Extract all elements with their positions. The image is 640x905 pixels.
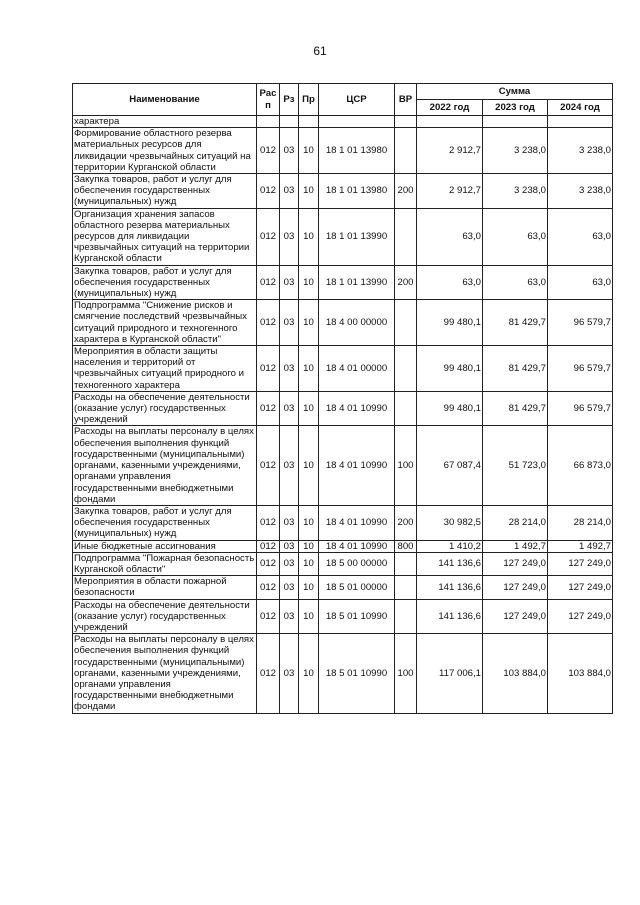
cell-pr: 10 [299, 634, 319, 713]
cell-csr [319, 116, 395, 128]
cell-rasp [257, 116, 280, 128]
cell-y2024: 63,0 [548, 208, 613, 265]
cell-pr: 10 [299, 599, 319, 634]
table-row [73, 391, 613, 426]
cell-y2024: 127 249,0 [548, 576, 613, 599]
table-row [73, 300, 613, 346]
cell-y2023: 63,0 [483, 265, 548, 300]
cell-y2022: 2 912,7 [417, 128, 483, 174]
cell-y2024: 63,0 [548, 265, 613, 300]
cell-vr: 100 [395, 634, 417, 713]
cell-name: Подпрограмма "Пожарная безопасность Курганской области" [73, 552, 257, 575]
cell-name: Иные бюджетные ассигнования [73, 540, 257, 552]
cell-vr [395, 576, 417, 599]
cell-rasp: 012 [257, 634, 280, 713]
cell-name: характера [73, 116, 257, 128]
table-header [73, 84, 613, 116]
cell-rz: 03 [280, 208, 299, 265]
header-sum: Сумма [417, 84, 613, 100]
cell-rasp: 012 [257, 391, 280, 426]
cell-y2024: 66 873,0 [548, 426, 613, 505]
table-row [73, 346, 613, 392]
cell-y2022: 141 136,6 [417, 576, 483, 599]
cell-y2024: 28 214,0 [548, 505, 613, 540]
header-rz: Рз [280, 84, 299, 116]
cell-rasp: 012 [257, 208, 280, 265]
cell-y2022: 63,0 [417, 265, 483, 300]
cell-y2022: 141 136,6 [417, 599, 483, 634]
header-rasp: Рас п [257, 84, 280, 116]
cell-vr [395, 300, 417, 346]
cell-rz: 03 [280, 634, 299, 713]
cell-name: Расходы на выплаты персоналу в целях обеспечения выполнения функций государственными (муниципальными) органами, казенными учреждениями, органами управления государственными внебюджетными фондами [73, 426, 257, 505]
cell-y2022: 1 410,2 [417, 540, 483, 552]
cell-pr: 10 [299, 505, 319, 540]
table-row [73, 552, 613, 575]
cell-rasp: 012 [257, 599, 280, 634]
cell-y2024 [548, 116, 613, 128]
table-row [73, 599, 613, 634]
cell-csr: 18 4 01 00000 [319, 346, 395, 392]
header-pr: Пр [299, 84, 319, 116]
table-row [73, 265, 613, 300]
cell-csr: 18 4 01 10990 [319, 426, 395, 505]
cell-rz: 03 [280, 552, 299, 575]
cell-csr: 18 1 01 13990 [319, 265, 395, 300]
cell-y2022: 67 087,4 [417, 426, 483, 505]
cell-rz: 03 [280, 391, 299, 426]
table-row [73, 174, 613, 209]
cell-rasp: 012 [257, 265, 280, 300]
cell-y2024: 96 579,7 [548, 391, 613, 426]
table-row [73, 540, 613, 552]
cell-csr: 18 4 00 00000 [319, 300, 395, 346]
cell-y2022: 63,0 [417, 208, 483, 265]
cell-csr: 18 1 01 13980 [319, 128, 395, 174]
cell-name: Закупка товаров, работ и услуг для обеспечения государственных (муниципальных) нужд [73, 174, 257, 209]
cell-name: Закупка товаров, работ и услуг для обеспечения государственных (муниципальных) нужд [73, 265, 257, 300]
cell-rz: 03 [280, 346, 299, 392]
cell-rasp: 012 [257, 505, 280, 540]
cell-name: Подпрограмма "Снижение рисков и смягчение последствий чрезвычайных ситуаций природного и техногенного характера в Курганской области" [73, 300, 257, 346]
table-row [73, 208, 613, 265]
cell-vr: 200 [395, 505, 417, 540]
budget-table [72, 83, 613, 714]
cell-vr [395, 552, 417, 575]
cell-name: Мероприятия в области защиты населения и территорий от чрезвычайных ситуаций природного и техногенного характера [73, 346, 257, 392]
cell-name: Закупка товаров, работ и услуг для обеспечения государственных (муниципальных) нужд [73, 505, 257, 540]
cell-y2024: 3 238,0 [548, 128, 613, 174]
cell-pr: 10 [299, 576, 319, 599]
cell-y2024: 96 579,7 [548, 346, 613, 392]
cell-csr: 18 1 01 13990 [319, 208, 395, 265]
header-2022: 2022 год [417, 100, 483, 116]
cell-rasp: 012 [257, 128, 280, 174]
cell-pr: 10 [299, 540, 319, 552]
table-row [73, 116, 613, 128]
cell-csr: 18 5 01 00000 [319, 576, 395, 599]
cell-csr: 18 4 01 10990 [319, 505, 395, 540]
header-2024: 2024 год [548, 100, 613, 116]
cell-vr [395, 391, 417, 426]
cell-pr: 10 [299, 300, 319, 346]
header-2023: 2023 год [483, 100, 548, 116]
cell-y2023: 81 429,7 [483, 300, 548, 346]
cell-name: Расходы на обеспечение деятельности (оказание услуг) государственных учреждений [73, 391, 257, 426]
cell-y2023: 103 884,0 [483, 634, 548, 713]
cell-rasp: 012 [257, 426, 280, 505]
cell-y2024: 127 249,0 [548, 552, 613, 575]
cell-rasp: 012 [257, 552, 280, 575]
table-row [73, 576, 613, 599]
cell-y2023: 3 238,0 [483, 128, 548, 174]
table-body [73, 116, 613, 714]
cell-y2024: 3 238,0 [548, 174, 613, 209]
cell-rasp: 012 [257, 300, 280, 346]
cell-y2022: 99 480,1 [417, 300, 483, 346]
cell-rz [280, 116, 299, 128]
cell-rz: 03 [280, 576, 299, 599]
cell-y2024: 1 492,7 [548, 540, 613, 552]
cell-vr [395, 208, 417, 265]
cell-rasp: 012 [257, 540, 280, 552]
cell-pr: 10 [299, 174, 319, 209]
header-vr: ВР [395, 84, 417, 116]
cell-rz: 03 [280, 426, 299, 505]
cell-rz: 03 [280, 174, 299, 209]
cell-name: Мероприятия в области пожарной безопасности [73, 576, 257, 599]
cell-rasp: 012 [257, 174, 280, 209]
cell-y2023: 81 429,7 [483, 346, 548, 392]
cell-name: Формирование областного резерва материальных ресурсов для ликвидации чрезвычайных ситуаций на территории Курганской области [73, 128, 257, 174]
cell-rz: 03 [280, 505, 299, 540]
cell-y2023: 3 238,0 [483, 174, 548, 209]
table-row [73, 128, 613, 174]
cell-csr: 18 5 01 10990 [319, 634, 395, 713]
cell-y2023: 127 249,0 [483, 599, 548, 634]
cell-vr: 800 [395, 540, 417, 552]
cell-vr: 100 [395, 426, 417, 505]
cell-rasp: 012 [257, 576, 280, 599]
cell-y2024: 103 884,0 [548, 634, 613, 713]
cell-pr: 10 [299, 426, 319, 505]
cell-y2024: 96 579,7 [548, 300, 613, 346]
cell-vr [395, 128, 417, 174]
cell-rz: 03 [280, 300, 299, 346]
page-number: 61 [313, 44, 327, 58]
cell-pr: 10 [299, 208, 319, 265]
cell-name: Расходы на выплаты персоналу в целях обеспечения выполнения функций государственными (муниципальными) органами, казенными учреждениями, органами управления государственными внебюджетными фондами [73, 634, 257, 713]
cell-pr: 10 [299, 265, 319, 300]
cell-rz: 03 [280, 128, 299, 174]
cell-y2023: 81 429,7 [483, 391, 548, 426]
cell-y2023: 51 723,0 [483, 426, 548, 505]
cell-csr: 18 4 01 10990 [319, 391, 395, 426]
cell-y2022: 141 136,6 [417, 552, 483, 575]
cell-rz: 03 [280, 599, 299, 634]
table-row [73, 634, 613, 713]
header-name: Наименование [73, 84, 257, 116]
cell-y2023 [483, 116, 548, 128]
header-csr: ЦСР [319, 84, 395, 116]
cell-y2022: 99 480,1 [417, 391, 483, 426]
cell-y2023: 28 214,0 [483, 505, 548, 540]
cell-y2023: 127 249,0 [483, 552, 548, 575]
cell-rz: 03 [280, 540, 299, 552]
cell-pr [299, 116, 319, 128]
cell-csr: 18 4 01 10990 [319, 540, 395, 552]
cell-vr [395, 599, 417, 634]
cell-y2024: 127 249,0 [548, 599, 613, 634]
cell-csr: 18 5 01 10990 [319, 599, 395, 634]
cell-vr [395, 346, 417, 392]
cell-vr [395, 116, 417, 128]
cell-y2022: 117 006,1 [417, 634, 483, 713]
cell-rasp: 012 [257, 346, 280, 392]
cell-csr: 18 5 00 00000 [319, 552, 395, 575]
cell-y2023: 63,0 [483, 208, 548, 265]
cell-y2022 [417, 116, 483, 128]
cell-vr: 200 [395, 265, 417, 300]
cell-name: Организация хранения запасов областного резерва материальных ресурсов для ликвидации чрезвычайных ситуаций на территории Курганской области [73, 208, 257, 265]
cell-vr: 200 [395, 174, 417, 209]
table-row [73, 505, 613, 540]
cell-y2023: 1 492,7 [483, 540, 548, 552]
cell-y2023: 127 249,0 [483, 576, 548, 599]
cell-y2022: 2 912,7 [417, 174, 483, 209]
cell-csr: 18 1 01 13980 [319, 174, 395, 209]
table-row [73, 426, 613, 505]
cell-pr: 10 [299, 128, 319, 174]
cell-pr: 10 [299, 391, 319, 426]
cell-y2022: 30 982,5 [417, 505, 483, 540]
cell-y2022: 99 480,1 [417, 346, 483, 392]
cell-name: Расходы на обеспечение деятельности (оказание услуг) государственных учреждений [73, 599, 257, 634]
cell-pr: 10 [299, 346, 319, 392]
cell-rz: 03 [280, 265, 299, 300]
cell-pr: 10 [299, 552, 319, 575]
